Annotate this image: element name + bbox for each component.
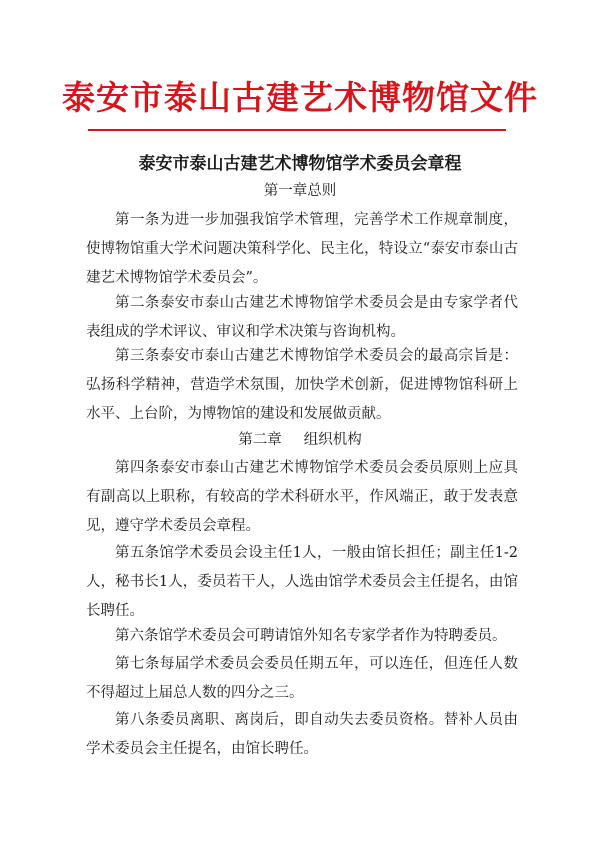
- chapter-2-number: 第二章: [238, 432, 282, 448]
- article-8: 第八条委员离职、离岗后，即自动失去委员资格。替补人员由学术委员会主任提名，由馆长聘任。: [86, 712, 518, 757]
- article-3: 第三条泰安市泰山古建艺术博物馆学术委员会的最高宗旨是：弘扬科学精神，营造学术氛围，加快学术创新，促进博物馆科研上水平、上台阶，为博物馆的建设和发展做贡献。: [86, 348, 518, 422]
- red-header-title: 泰安市泰山古建艺术博物馆文件: [62, 78, 538, 117]
- article-6: 第六条馆学术委员会可聘请馆外知名专家学者作为特聘委员。: [115, 628, 507, 644]
- chapter-2-heading: [0, 428, 600, 452]
- article-4: 第四条泰安市泰山古建艺术博物馆学术委员会委员原则上应具有副高以上职称，有较高的学术科研水平，作风端正，敢于发表意见，遵守学术委员会章程。: [86, 460, 518, 534]
- chapter-1-heading: 第一章总则: [263, 183, 337, 199]
- chapter-2-title: 组织机构: [303, 432, 362, 448]
- article-1: 第一条为进一步加强我馆学术管理，完善学术工作规章制度，使博物馆重大学术问题决策科学化、民主化，特设立“泰安市泰山古建艺术博物馆学术委员会”。: [86, 212, 518, 286]
- red-header-rule: [88, 129, 506, 131]
- document-title: 泰安市泰山古建艺术博物馆学术委员会章程: [138, 154, 462, 174]
- article-2: 第二条泰安市泰山古建艺术博物馆学术委员会是由专家学者代表组成的学术评议、审议和学术决策与咨询机构。: [86, 295, 518, 340]
- article-5: 第五条馆学术委员会设主任1人，一般由馆长担任；副主任1-2人，秘书长1人，委员若干人，人选由馆学术委员会主任提名，由馆长聘任。: [86, 545, 518, 619]
- article-7: 第七条每届学术委员会委员任期五年，可以连任，但连任人数不得超过上届总人数的四分之三。: [86, 656, 518, 701]
